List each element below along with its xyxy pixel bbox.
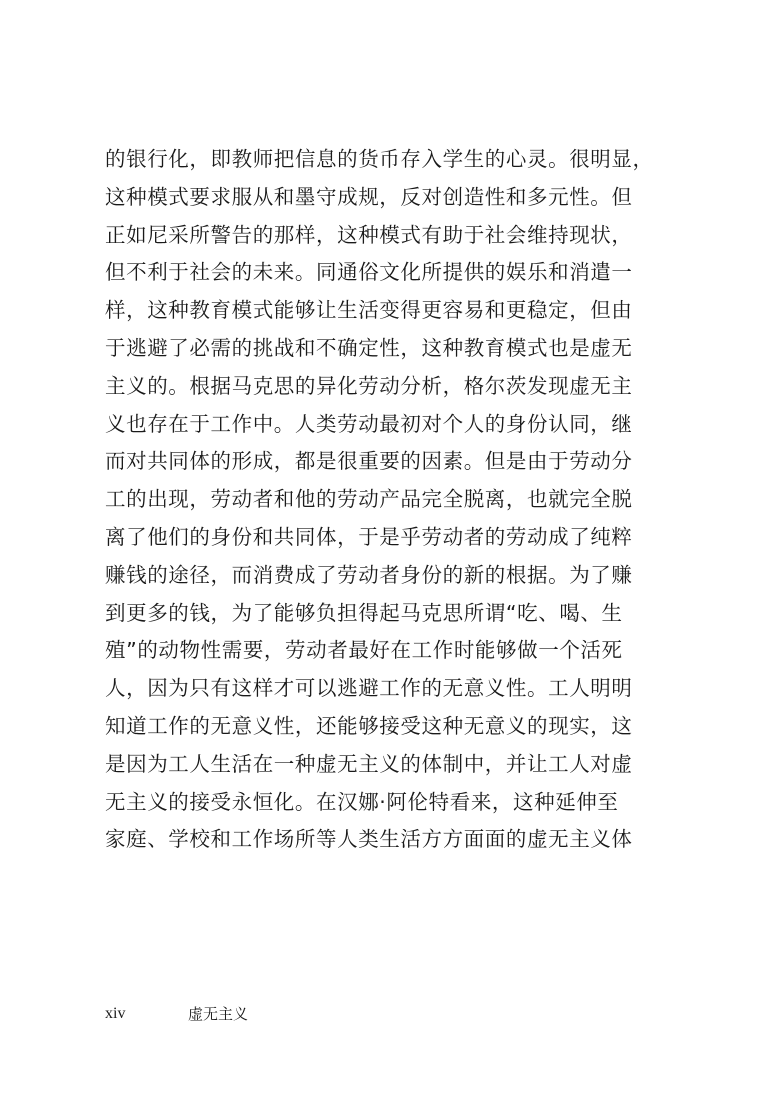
text-line: 正如尼采所警告的那样，这种模式有助于社会维持现状， — [105, 222, 633, 247]
text-line: 殖”的动物性需要，劳动者最好在工作时能够做一个活死 — [105, 638, 623, 663]
text-line: 人，因为只有这样才可以逃避工作的无意义性。工人明明 — [105, 676, 633, 701]
text-line: 工的出现，劳动者和他的劳动产品完全脱离，也就完全脱 — [105, 487, 633, 512]
text-line: 的银行化，即教师把信息的货币存入学生的心灵。很明显， — [105, 147, 654, 171]
text-line: 义也存在于工作中。人类劳动最初对个人的身份认同，继 — [105, 411, 633, 436]
text-line: 样，这种教育模式能够让生活变得更容易和更稳定，但由 — [105, 298, 633, 323]
running-title: 虚无主义 — [188, 1005, 249, 1023]
text-line: 家庭、学校和工作场所等人类生活方方面面的虚无主义体 — [105, 827, 633, 852]
text-line: 于逃避了必需的挑战和不确定性，这种教育模式也是虚无 — [105, 335, 633, 360]
text-line: 这种模式要求服从和墨守成规，反对创造性和多元性。但 — [105, 184, 633, 209]
page-number: xiv — [105, 1005, 126, 1022]
text-line: 是因为工人生活在一种虚无主义的体制中，并让工人对虚 — [105, 751, 633, 776]
text-line: 离了他们的身份和共同体，于是乎劳动者的劳动成了纯粹 — [105, 524, 633, 549]
text-line: 到更多的钱，为了能够负担得起马克思所谓“吃、喝、生 — [105, 600, 623, 625]
text-line: 但不利于社会的未来。同通俗文化所提供的娱乐和消遣一 — [105, 260, 633, 285]
text-line: 知道工作的无意义性，还能够接受这种无意义的现实，这 — [105, 713, 633, 738]
page-footer — [105, 1002, 505, 1026]
text-line: 而对共同体的形成，都是很重要的因素。但是由于劳动分 — [105, 449, 633, 474]
text-line: 主义的。根据马克思的异化劳动分析，格尔茨发现虚无主 — [105, 373, 633, 398]
body-text — [105, 141, 654, 859]
text-line: 无主义的接受永恒化。在汉娜·阿伦特看来，这种延伸至 — [105, 789, 619, 814]
text-line: 赚钱的途径，而消费成了劳动者身份的新的根据。为了赚 — [105, 562, 633, 587]
